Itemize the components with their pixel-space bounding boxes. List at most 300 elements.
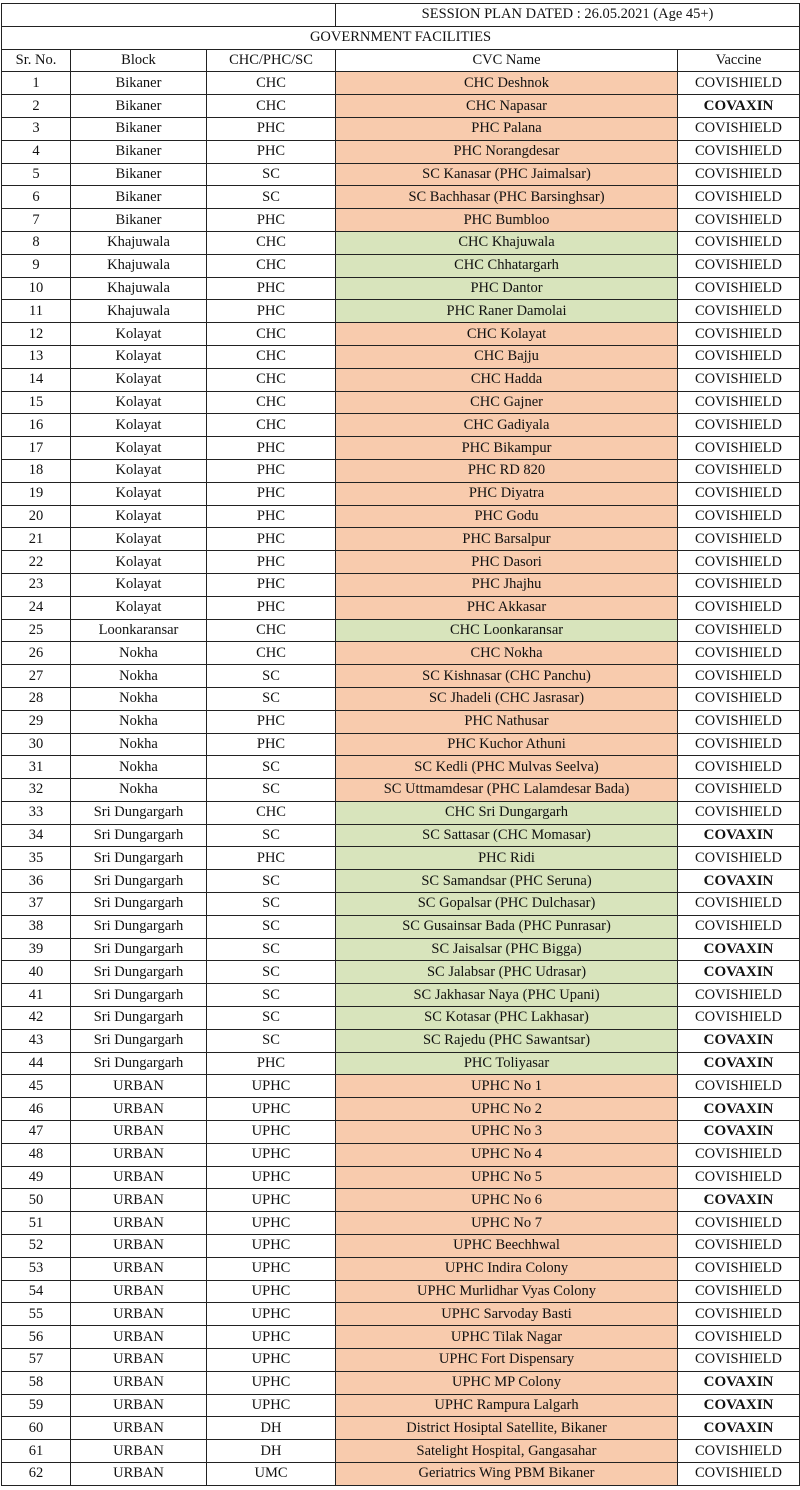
cell-sr-no: 42 xyxy=(2,1007,71,1030)
cell-cvc-name: SC Jhadeli (CHC Jasrasar) xyxy=(336,687,678,710)
cell-block: Khajuwala xyxy=(71,231,207,254)
table-row xyxy=(2,1371,800,1394)
cell-cvc-name: CHC Sri Dungargarh xyxy=(336,801,678,824)
cell-sr-no: 51 xyxy=(2,1212,71,1235)
cell-vaccine: COVISHIELD xyxy=(678,1463,800,1486)
cell-cvc-name: SC Uttmamdesar (PHC Lalamdesar Bada) xyxy=(336,779,678,802)
cell-sr-no: 40 xyxy=(2,961,71,984)
cell-block: Kolayat xyxy=(71,482,207,505)
cell-sr-no: 21 xyxy=(2,528,71,551)
table-row xyxy=(2,1394,800,1417)
cell-block: Sri Dungargarh xyxy=(71,961,207,984)
cell-block: Bikaner xyxy=(71,209,207,232)
cell-sr-no: 44 xyxy=(2,1052,71,1075)
cell-cvc-name: Satelight Hospital, Gangasahar xyxy=(336,1440,678,1463)
cell-cvc-name: Geriatrics Wing PBM Bikaner xyxy=(336,1463,678,1486)
cell-sr-no: 52 xyxy=(2,1235,71,1258)
cell-facility-type: PHC xyxy=(207,277,336,300)
column-header-row xyxy=(2,49,800,72)
table-row xyxy=(2,551,800,574)
cell-cvc-name: PHC Palana xyxy=(336,117,678,140)
table-row xyxy=(2,300,800,323)
cell-block: Sri Dungargarh xyxy=(71,984,207,1007)
cell-cvc-name: SC Samandsar (PHC Seruna) xyxy=(336,870,678,893)
cell-cvc-name: CHC Napasar xyxy=(336,95,678,118)
cell-sr-no: 36 xyxy=(2,870,71,893)
table-row xyxy=(2,277,800,300)
cell-facility-type: UPHC xyxy=(207,1098,336,1121)
table-row xyxy=(2,1280,800,1303)
cell-cvc-name: UPHC Beechhwal xyxy=(336,1235,678,1258)
cell-block: Bikaner xyxy=(71,72,207,95)
cell-vaccine: COVISHIELD xyxy=(678,209,800,232)
table-row xyxy=(2,801,800,824)
cell-vaccine: COVISHIELD xyxy=(678,254,800,277)
cell-vaccine: COVISHIELD xyxy=(678,482,800,505)
cell-facility-type: PHC xyxy=(207,596,336,619)
cell-cvc-name: CHC Deshnok xyxy=(336,72,678,95)
table-row xyxy=(2,1052,800,1075)
cell-sr-no: 37 xyxy=(2,893,71,916)
cell-cvc-name: SC Kotasar (PHC Lakhasar) xyxy=(336,1007,678,1030)
cell-sr-no: 30 xyxy=(2,733,71,756)
table-row xyxy=(2,870,800,893)
cell-vaccine: COVISHIELD xyxy=(678,1212,800,1235)
cell-cvc-name: PHC Bumbloo xyxy=(336,209,678,232)
cell-block: Kolayat xyxy=(71,323,207,346)
table-row xyxy=(2,1349,800,1372)
cell-sr-no: 22 xyxy=(2,551,71,574)
cell-cvc-name: UPHC MP Colony xyxy=(336,1371,678,1394)
cell-vaccine: COVISHIELD xyxy=(678,665,800,688)
table-row xyxy=(2,1303,800,1326)
cell-vaccine: COVISHIELD xyxy=(678,72,800,95)
cell-facility-type: SC xyxy=(207,824,336,847)
cell-sr-no: 9 xyxy=(2,254,71,277)
cell-facility-type: UPHC xyxy=(207,1075,336,1098)
cell-vaccine: COVISHIELD xyxy=(678,186,800,209)
cell-vaccine: COVAXIN xyxy=(678,938,800,961)
cell-facility-type: CHC xyxy=(207,72,336,95)
page-subtitle: GOVERNMENT FACILITIES xyxy=(2,26,800,49)
cell-sr-no: 47 xyxy=(2,1121,71,1144)
table-row xyxy=(2,140,800,163)
cell-block: URBAN xyxy=(71,1303,207,1326)
cell-facility-type: SC xyxy=(207,665,336,688)
cell-vaccine: COVISHIELD xyxy=(678,231,800,254)
cell-block: Sri Dungargarh xyxy=(71,893,207,916)
cell-sr-no: 19 xyxy=(2,482,71,505)
table-row xyxy=(2,1440,800,1463)
cell-facility-type: CHC xyxy=(207,95,336,118)
table-row xyxy=(2,756,800,779)
cell-block: Kolayat xyxy=(71,437,207,460)
cell-block: Sri Dungargarh xyxy=(71,801,207,824)
cell-block: URBAN xyxy=(71,1166,207,1189)
cell-sr-no: 43 xyxy=(2,1029,71,1052)
cell-facility-type: PHC xyxy=(207,482,336,505)
cell-block: URBAN xyxy=(71,1463,207,1486)
title-spacer xyxy=(2,4,336,27)
cell-cvc-name: SC Sattasar (CHC Momasar) xyxy=(336,824,678,847)
cell-facility-type: UPHC xyxy=(207,1235,336,1258)
cell-cvc-name: UPHC Murlidhar Vyas Colony xyxy=(336,1280,678,1303)
cell-vaccine: COVISHIELD xyxy=(678,323,800,346)
table-row xyxy=(2,459,800,482)
cell-sr-no: 62 xyxy=(2,1463,71,1486)
cell-block: Sri Dungargarh xyxy=(71,847,207,870)
cell-vaccine: COVAXIN xyxy=(678,1189,800,1212)
cell-vaccine: COVISHIELD xyxy=(678,459,800,482)
column-header-cvc-name: CVC Name xyxy=(336,49,678,72)
cell-cvc-name: PHC Jhajhu xyxy=(336,573,678,596)
cell-vaccine: COVISHIELD xyxy=(678,847,800,870)
table-row xyxy=(2,528,800,551)
cell-vaccine: COVAXIN xyxy=(678,1394,800,1417)
cell-block: Khajuwala xyxy=(71,254,207,277)
cell-vaccine: COVISHIELD xyxy=(678,277,800,300)
cell-facility-type: CHC xyxy=(207,391,336,414)
cell-vaccine: COVISHIELD xyxy=(678,893,800,916)
cell-facility-type: PHC xyxy=(207,1052,336,1075)
cell-sr-no: 33 xyxy=(2,801,71,824)
cell-facility-type: PHC xyxy=(207,710,336,733)
table-row xyxy=(2,893,800,916)
table-row xyxy=(2,733,800,756)
table-row xyxy=(2,824,800,847)
table-row xyxy=(2,72,800,95)
cell-block: Khajuwala xyxy=(71,300,207,323)
cell-vaccine: COVAXIN xyxy=(678,95,800,118)
table-row xyxy=(2,1235,800,1258)
cell-vaccine: COVAXIN xyxy=(678,870,800,893)
cell-cvc-name: PHC Godu xyxy=(336,505,678,528)
table-row xyxy=(2,915,800,938)
cell-cvc-name: UPHC Fort Dispensary xyxy=(336,1349,678,1372)
cell-vaccine: COVISHIELD xyxy=(678,1257,800,1280)
cell-facility-type: UMC xyxy=(207,1463,336,1486)
cell-block: URBAN xyxy=(71,1280,207,1303)
cell-vaccine: COVAXIN xyxy=(678,1371,800,1394)
cell-vaccine: COVAXIN xyxy=(678,1029,800,1052)
cell-facility-type: CHC xyxy=(207,619,336,642)
cell-cvc-name: UPHC Sarvoday Basti xyxy=(336,1303,678,1326)
table-row xyxy=(2,984,800,1007)
cell-facility-type: SC xyxy=(207,163,336,186)
cell-facility-type: UPHC xyxy=(207,1394,336,1417)
cell-cvc-name: CHC Bajju xyxy=(336,345,678,368)
cell-facility-type: SC xyxy=(207,687,336,710)
cell-block: URBAN xyxy=(71,1143,207,1166)
cell-sr-no: 1 xyxy=(2,72,71,95)
cell-vaccine: COVAXIN xyxy=(678,1098,800,1121)
subtitle-row xyxy=(2,26,800,49)
cell-block: Nokha xyxy=(71,779,207,802)
cell-vaccine: COVISHIELD xyxy=(678,756,800,779)
cell-vaccine: COVISHIELD xyxy=(678,505,800,528)
cell-sr-no: 5 xyxy=(2,163,71,186)
cell-facility-type: SC xyxy=(207,1029,336,1052)
cell-cvc-name: SC Jaisalsar (PHC Bigga) xyxy=(336,938,678,961)
table-row xyxy=(2,95,800,118)
cell-sr-no: 26 xyxy=(2,642,71,665)
cell-block: URBAN xyxy=(71,1098,207,1121)
cell-block: Bikaner xyxy=(71,163,207,186)
cell-cvc-name: PHC Dasori xyxy=(336,551,678,574)
cell-vaccine: COVISHIELD xyxy=(678,437,800,460)
cell-block: Sri Dungargarh xyxy=(71,915,207,938)
table-row xyxy=(2,391,800,414)
cell-sr-no: 14 xyxy=(2,368,71,391)
cell-vaccine: COVISHIELD xyxy=(678,140,800,163)
cell-facility-type: PHC xyxy=(207,437,336,460)
cell-block: Kolayat xyxy=(71,459,207,482)
cell-cvc-name: UPHC No 2 xyxy=(336,1098,678,1121)
column-header-block: Block xyxy=(71,49,207,72)
table-row xyxy=(2,505,800,528)
table-row xyxy=(2,779,800,802)
table-body xyxy=(2,72,800,1485)
column-header-facility-type: CHC/PHC/SC xyxy=(207,49,336,72)
cell-facility-type: PHC xyxy=(207,209,336,232)
cell-vaccine: COVISHIELD xyxy=(678,619,800,642)
table-row xyxy=(2,209,800,232)
cell-facility-type: CHC xyxy=(207,345,336,368)
cell-cvc-name: PHC Bikampur xyxy=(336,437,678,460)
cell-facility-type: UPHC xyxy=(207,1189,336,1212)
cell-block: Sri Dungargarh xyxy=(71,824,207,847)
table-row xyxy=(2,847,800,870)
cell-vaccine: COVISHIELD xyxy=(678,642,800,665)
cell-vaccine: COVISHIELD xyxy=(678,779,800,802)
cell-vaccine: COVAXIN xyxy=(678,1121,800,1144)
cell-sr-no: 20 xyxy=(2,505,71,528)
cell-facility-type: PHC xyxy=(207,140,336,163)
cell-cvc-name: SC Kishnasar (CHC Panchu) xyxy=(336,665,678,688)
cell-sr-no: 25 xyxy=(2,619,71,642)
table-row xyxy=(2,163,800,186)
cell-facility-type: SC xyxy=(207,756,336,779)
cell-vaccine: COVISHIELD xyxy=(678,733,800,756)
cell-cvc-name: SC Gopalsar (PHC Dulchasar) xyxy=(336,893,678,916)
table-row xyxy=(2,1143,800,1166)
page-title: SESSION PLAN DATED : 26.05.2021 (Age 45+) xyxy=(336,4,800,27)
table-row xyxy=(2,1212,800,1235)
cell-block: Nokha xyxy=(71,642,207,665)
cell-vaccine: COVISHIELD xyxy=(678,1440,800,1463)
cell-facility-type: SC xyxy=(207,915,336,938)
cell-block: URBAN xyxy=(71,1440,207,1463)
cell-facility-type: PHC xyxy=(207,573,336,596)
table-row xyxy=(2,482,800,505)
cell-facility-type: PHC xyxy=(207,459,336,482)
cell-sr-no: 49 xyxy=(2,1166,71,1189)
cell-sr-no: 27 xyxy=(2,665,71,688)
cell-facility-type: PHC xyxy=(207,551,336,574)
cell-facility-type: SC xyxy=(207,1007,336,1030)
cell-sr-no: 17 xyxy=(2,437,71,460)
cell-vaccine: COVISHIELD xyxy=(678,915,800,938)
cell-cvc-name: UPHC Rampura Lalgarh xyxy=(336,1394,678,1417)
table-row xyxy=(2,186,800,209)
cell-vaccine: COVISHIELD xyxy=(678,596,800,619)
cell-block: URBAN xyxy=(71,1189,207,1212)
cell-vaccine: COVISHIELD xyxy=(678,528,800,551)
cell-block: Sri Dungargarh xyxy=(71,1007,207,1030)
cell-facility-type: UPHC xyxy=(207,1143,336,1166)
cell-sr-no: 58 xyxy=(2,1371,71,1394)
cell-cvc-name: CHC Gadiyala xyxy=(336,414,678,437)
cell-sr-no: 56 xyxy=(2,1326,71,1349)
cell-cvc-name: PHC Toliyasar xyxy=(336,1052,678,1075)
cell-block: URBAN xyxy=(71,1075,207,1098)
cell-facility-type: CHC xyxy=(207,254,336,277)
table-row xyxy=(2,665,800,688)
cell-block: Kolayat xyxy=(71,345,207,368)
cell-facility-type: UPHC xyxy=(207,1303,336,1326)
cell-vaccine: COVISHIELD xyxy=(678,687,800,710)
cell-facility-type: PHC xyxy=(207,528,336,551)
cell-sr-no: 57 xyxy=(2,1349,71,1372)
cell-vaccine: COVAXIN xyxy=(678,1052,800,1075)
cell-block: URBAN xyxy=(71,1371,207,1394)
cell-cvc-name: SC Jalabsar (PHC Udrasar) xyxy=(336,961,678,984)
cell-facility-type: SC xyxy=(207,870,336,893)
cell-cvc-name: PHC RD 820 xyxy=(336,459,678,482)
table-row xyxy=(2,414,800,437)
cell-cvc-name: CHC Nokha xyxy=(336,642,678,665)
table-row xyxy=(2,710,800,733)
cell-sr-no: 61 xyxy=(2,1440,71,1463)
cell-cvc-name: UPHC No 4 xyxy=(336,1143,678,1166)
cell-cvc-name: SC Gusainsar Bada (PHC Punrasar) xyxy=(336,915,678,938)
cell-facility-type: UPHC xyxy=(207,1257,336,1280)
cell-block: Kolayat xyxy=(71,551,207,574)
cell-block: Kolayat xyxy=(71,573,207,596)
cell-sr-no: 60 xyxy=(2,1417,71,1440)
cell-sr-no: 12 xyxy=(2,323,71,346)
cell-vaccine: COVISHIELD xyxy=(678,710,800,733)
cell-sr-no: 54 xyxy=(2,1280,71,1303)
cell-block: Kolayat xyxy=(71,368,207,391)
cell-facility-type: CHC xyxy=(207,368,336,391)
cell-sr-no: 8 xyxy=(2,231,71,254)
cell-block: URBAN xyxy=(71,1349,207,1372)
cell-sr-no: 24 xyxy=(2,596,71,619)
table-row xyxy=(2,254,800,277)
cell-vaccine: COVISHIELD xyxy=(678,1280,800,1303)
cell-cvc-name: CHC Kolayat xyxy=(336,323,678,346)
cell-cvc-name: PHC Akkasar xyxy=(336,596,678,619)
cell-facility-type: UPHC xyxy=(207,1280,336,1303)
table-row xyxy=(2,345,800,368)
cell-vaccine: COVISHIELD xyxy=(678,368,800,391)
cell-cvc-name: CHC Chhatargarh xyxy=(336,254,678,277)
cell-cvc-name: UPHC No 3 xyxy=(336,1121,678,1144)
cell-facility-type: CHC xyxy=(207,642,336,665)
cell-cvc-name: CHC Loonkaransar xyxy=(336,619,678,642)
cell-block: Sri Dungargarh xyxy=(71,1052,207,1075)
table-row xyxy=(2,619,800,642)
cell-facility-type: SC xyxy=(207,893,336,916)
cell-block: URBAN xyxy=(71,1121,207,1144)
cell-sr-no: 16 xyxy=(2,414,71,437)
cell-block: Nokha xyxy=(71,665,207,688)
cell-facility-type: CHC xyxy=(207,323,336,346)
cell-block: URBAN xyxy=(71,1326,207,1349)
cell-block: URBAN xyxy=(71,1212,207,1235)
session-plan-table xyxy=(1,3,800,1486)
cell-block: Khajuwala xyxy=(71,277,207,300)
cell-cvc-name: PHC Nathusar xyxy=(336,710,678,733)
cell-facility-type: SC xyxy=(207,938,336,961)
cell-facility-type: PHC xyxy=(207,300,336,323)
cell-facility-type: PHC xyxy=(207,117,336,140)
cell-block: Nokha xyxy=(71,733,207,756)
table-row xyxy=(2,1121,800,1144)
cell-vaccine: COVAXIN xyxy=(678,1417,800,1440)
cell-block: Kolayat xyxy=(71,596,207,619)
cell-sr-no: 10 xyxy=(2,277,71,300)
cell-block: Kolayat xyxy=(71,391,207,414)
cell-sr-no: 7 xyxy=(2,209,71,232)
cell-sr-no: 39 xyxy=(2,938,71,961)
cell-block: Nokha xyxy=(71,756,207,779)
cell-vaccine: COVISHIELD xyxy=(678,1235,800,1258)
table-row xyxy=(2,961,800,984)
cell-sr-no: 32 xyxy=(2,779,71,802)
cell-block: URBAN xyxy=(71,1417,207,1440)
table-row xyxy=(2,1326,800,1349)
cell-sr-no: 41 xyxy=(2,984,71,1007)
cell-facility-type: PHC xyxy=(207,505,336,528)
cell-block: Sri Dungargarh xyxy=(71,938,207,961)
cell-block: Kolayat xyxy=(71,505,207,528)
column-header-sr-no: Sr. No. xyxy=(2,49,71,72)
table-row xyxy=(2,1075,800,1098)
cell-facility-type: UPHC xyxy=(207,1212,336,1235)
table-row xyxy=(2,938,800,961)
cell-facility-type: PHC xyxy=(207,847,336,870)
cell-sr-no: 45 xyxy=(2,1075,71,1098)
cell-sr-no: 13 xyxy=(2,345,71,368)
cell-cvc-name: UPHC No 6 xyxy=(336,1189,678,1212)
cell-facility-type: PHC xyxy=(207,733,336,756)
cell-vaccine: COVISHIELD xyxy=(678,551,800,574)
cell-sr-no: 46 xyxy=(2,1098,71,1121)
title-row xyxy=(2,4,800,27)
cell-sr-no: 11 xyxy=(2,300,71,323)
cell-vaccine: COVISHIELD xyxy=(678,117,800,140)
cell-sr-no: 34 xyxy=(2,824,71,847)
cell-vaccine: COVISHIELD xyxy=(678,345,800,368)
cell-sr-no: 59 xyxy=(2,1394,71,1417)
cell-block: Kolayat xyxy=(71,414,207,437)
cell-block: Bikaner xyxy=(71,140,207,163)
cell-block: Bikaner xyxy=(71,117,207,140)
cell-vaccine: COVISHIELD xyxy=(678,984,800,1007)
cell-vaccine: COVISHIELD xyxy=(678,1303,800,1326)
cell-facility-type: DH xyxy=(207,1417,336,1440)
cell-facility-type: UPHC xyxy=(207,1326,336,1349)
cell-cvc-name: PHC Diyatra xyxy=(336,482,678,505)
cell-vaccine: COVISHIELD xyxy=(678,163,800,186)
cell-facility-type: UPHC xyxy=(207,1121,336,1144)
cell-vaccine: COVISHIELD xyxy=(678,1007,800,1030)
cell-cvc-name: PHC Barsalpur xyxy=(336,528,678,551)
cell-facility-type: SC xyxy=(207,984,336,1007)
cell-cvc-name: SC Rajedu (PHC Sawantsar) xyxy=(336,1029,678,1052)
